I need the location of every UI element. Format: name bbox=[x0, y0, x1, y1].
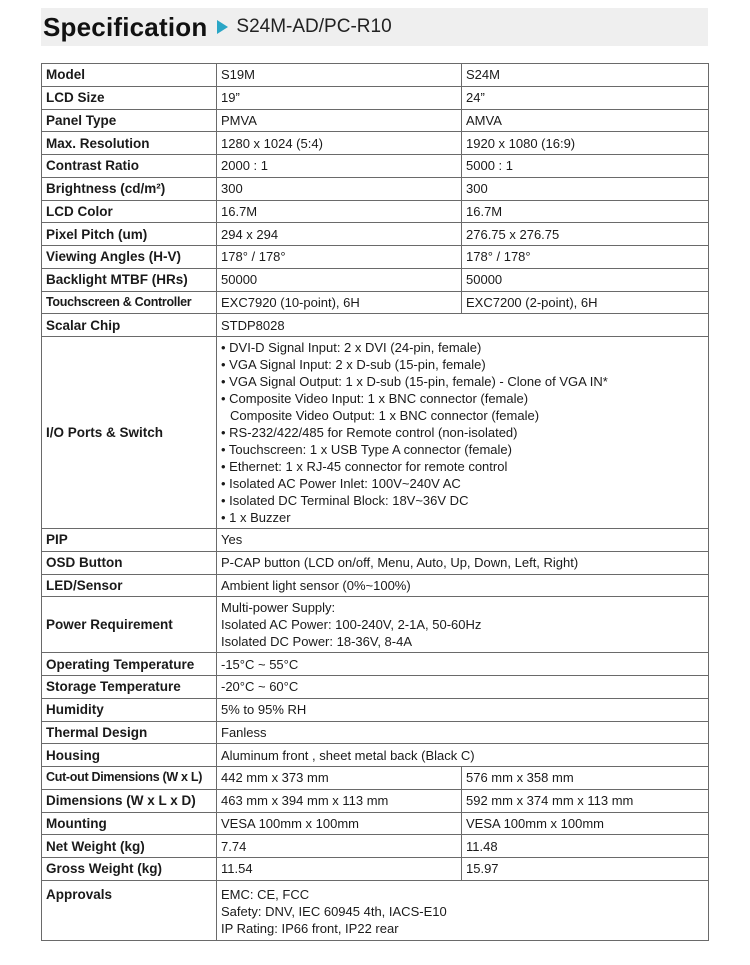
spec-label: Storage Temperature bbox=[42, 676, 217, 699]
spec-row-pixel-pitch bbox=[42, 223, 709, 246]
spec-label: LCD Color bbox=[42, 200, 217, 223]
list-item: EMC: CE, FCC bbox=[221, 886, 310, 902]
spec-row-led-sensor bbox=[42, 574, 709, 597]
spec-value: -20°C ~ 60°C bbox=[217, 676, 709, 699]
spec-label: Operating Temperature bbox=[42, 653, 217, 676]
spec-label: Gross Weight (kg) bbox=[42, 858, 217, 881]
spec-row-net-weight bbox=[42, 835, 709, 858]
list-item: • Composite Video Input: 1 x BNC connector (female) bbox=[221, 391, 529, 406]
spec-row-model bbox=[42, 64, 709, 87]
spec-row-brightness bbox=[42, 177, 709, 200]
spec-label: Panel Type bbox=[42, 109, 217, 132]
list-item: • Ethernet: 1 x RJ-45 connector for remote control bbox=[221, 459, 508, 474]
spec-row-contrast-ratio bbox=[42, 155, 709, 178]
spec-label: Scalar Chip bbox=[42, 314, 217, 337]
spec-row-approvals bbox=[42, 880, 709, 940]
list-item: Composite Video Output: 1 x BNC connector (female) bbox=[230, 408, 540, 423]
spec-value-b: 11.48 bbox=[462, 835, 709, 858]
spec-value-a: 19” bbox=[217, 86, 462, 109]
spec-label: Humidity bbox=[42, 698, 217, 721]
list-item: • Isolated AC Power Inlet: 100V~240V AC bbox=[221, 476, 461, 491]
spec-value-b: 5000 : 1 bbox=[462, 155, 709, 178]
spec-label: Max. Resolution bbox=[42, 132, 217, 155]
spec-label: Mounting bbox=[42, 812, 217, 835]
list-item: • 1 x Buzzer bbox=[221, 510, 291, 525]
spec-value-a: 178° / 178° bbox=[217, 246, 462, 269]
spec-label: Thermal Design bbox=[42, 721, 217, 744]
spec-value: Ambient light sensor (0%~100%) bbox=[217, 574, 709, 597]
spec-row-io-ports bbox=[42, 337, 709, 529]
list-item: • Touchscreen: 1 x USB Type A connector (female) bbox=[221, 442, 512, 457]
page-header bbox=[41, 8, 708, 46]
spec-value: Aluminum front , sheet metal back (Black C) bbox=[217, 744, 709, 767]
spec-label: LCD Size bbox=[42, 86, 217, 109]
spec-value-list bbox=[217, 880, 709, 940]
spec-value-b: 178° / 178° bbox=[462, 246, 709, 269]
spec-value-b: VESA 100mm x 100mm bbox=[462, 812, 709, 835]
list-item: Safety: DNV, IEC 60945 4th, IACS-E10 bbox=[221, 903, 447, 919]
spec-value-a: 7.74 bbox=[217, 835, 462, 858]
spec-value-a: 1280 x 1024 (5:4) bbox=[217, 132, 462, 155]
spec-value-b: 300 bbox=[462, 177, 709, 200]
spec-value-a: 2000 : 1 bbox=[217, 155, 462, 178]
spec-row-operating-temp bbox=[42, 653, 709, 676]
spec-row-dimensions bbox=[42, 789, 709, 812]
spec-label: PIP bbox=[42, 529, 217, 552]
spec-label: Pixel Pitch (um) bbox=[42, 223, 217, 246]
spec-label: I/O Ports & Switch bbox=[42, 337, 217, 529]
spec-value-b: S24M bbox=[462, 64, 709, 87]
play-arrow-icon bbox=[217, 20, 228, 34]
spec-value-a: 16.7M bbox=[217, 200, 462, 223]
spec-row-pip bbox=[42, 529, 709, 552]
list-item: • DVI-D Signal Input: 2 x DVI (24-pin, female) bbox=[221, 340, 482, 355]
spec-label: OSD Button bbox=[42, 551, 217, 574]
list-item: Multi-power Supply: bbox=[221, 600, 336, 616]
spec-label: Touchscreen & Controller bbox=[42, 291, 217, 314]
spec-label: Model bbox=[42, 64, 217, 87]
spec-value-b: 16.7M bbox=[462, 200, 709, 223]
list-item: IP Rating: IP66 front, IP22 rear bbox=[221, 920, 399, 936]
spec-label: Approvals bbox=[42, 880, 217, 940]
spec-row-osd-button bbox=[42, 551, 709, 574]
spec-row-gross-weight bbox=[42, 858, 709, 881]
spec-row-lcd-color bbox=[42, 200, 709, 223]
spec-row-humidity bbox=[42, 698, 709, 721]
spec-value-a: 463 mm x 394 mm x 113 mm bbox=[217, 789, 462, 812]
spec-value: Yes bbox=[217, 529, 709, 552]
model-name: S24M-AD/PC-R10 bbox=[236, 16, 392, 37]
spec-value-a: 11.54 bbox=[217, 858, 462, 881]
spec-value-a: PMVA bbox=[217, 109, 462, 132]
spec-row-scalar-chip bbox=[42, 314, 709, 337]
spec-value-a: 50000 bbox=[217, 268, 462, 291]
list-item: • VGA Signal Input: 2 x D-sub (15-pin, female) bbox=[221, 357, 486, 372]
spec-row-housing bbox=[42, 744, 709, 767]
spec-label: Net Weight (kg) bbox=[42, 835, 217, 858]
spec-value-b: AMVA bbox=[462, 109, 709, 132]
list-item: Isolated AC Power: 100-240V, 2-1A, 50-60Hz bbox=[221, 617, 482, 633]
spec-value-b: 15.97 bbox=[462, 858, 709, 881]
spec-value-a: 442 mm x 373 mm bbox=[217, 767, 462, 790]
spec-value-b: 276.75 x 276.75 bbox=[462, 223, 709, 246]
spec-value-a: 300 bbox=[217, 177, 462, 200]
spec-row-max-resolution bbox=[42, 132, 709, 155]
spec-table bbox=[41, 63, 709, 941]
spec-value-list bbox=[217, 597, 709, 653]
spec-value: -15°C ~ 55°C bbox=[217, 653, 709, 676]
spec-value-b: 50000 bbox=[462, 268, 709, 291]
spec-row-touchscreen bbox=[42, 291, 709, 314]
spec-value: STDP8028 bbox=[217, 314, 709, 337]
spec-label: LED/Sensor bbox=[42, 574, 217, 597]
spec-label: Power Requirement bbox=[42, 597, 217, 653]
list-item: • VGA Signal Output: 1 x D-sub (15-pin, female) - Clone of VGA IN* bbox=[221, 374, 608, 389]
spec-value: 5% to 95% RH bbox=[217, 698, 709, 721]
spec-value-b: 576 mm x 358 mm bbox=[462, 767, 709, 790]
spec-row-viewing-angles bbox=[42, 246, 709, 269]
spec-label: Viewing Angles (H-V) bbox=[42, 246, 217, 269]
spec-value-b: 1920 x 1080 (16:9) bbox=[462, 132, 709, 155]
spec-value-a: VESA 100mm x 100mm bbox=[217, 812, 462, 835]
spec-value: Fanless bbox=[217, 721, 709, 744]
page-title: Specification bbox=[43, 11, 208, 42]
spec-label: Brightness (cd/m²) bbox=[42, 177, 217, 200]
spec-label: Dimensions (W x L x D) bbox=[42, 789, 217, 812]
spec-label: Backlight MTBF (HRs) bbox=[42, 268, 217, 291]
spec-value-a: 294 x 294 bbox=[217, 223, 462, 246]
list-item: • Isolated DC Terminal Block: 18V~36V DC bbox=[221, 493, 469, 508]
spec-value: P-CAP button (LCD on/off, Menu, Auto, Up, Down, Left, Right) bbox=[217, 551, 709, 574]
spec-label: Housing bbox=[42, 744, 217, 767]
spec-row-thermal bbox=[42, 721, 709, 744]
spec-row-backlight-mtbf bbox=[42, 268, 709, 291]
spec-row-storage-temp bbox=[42, 676, 709, 699]
spec-label: Cut-out Dimensions (W x L) bbox=[42, 767, 217, 790]
list-item: Isolated DC Power: 18-36V, 8-4A bbox=[221, 634, 413, 650]
spec-label: Contrast Ratio bbox=[42, 155, 217, 178]
list-item: • RS-232/422/485 for Remote control (non-isolated) bbox=[221, 425, 518, 440]
spec-row-panel-type bbox=[42, 109, 709, 132]
spec-value-b: 592 mm x 374 mm x 113 mm bbox=[462, 789, 709, 812]
spec-value-list bbox=[217, 337, 709, 529]
spec-value-a: EXC7920 (10-point), 6H bbox=[217, 291, 462, 314]
spec-row-cutout bbox=[42, 767, 709, 790]
spec-value-a: S19M bbox=[217, 64, 462, 87]
spec-row-power bbox=[42, 597, 709, 653]
spec-row-lcd-size bbox=[42, 86, 709, 109]
spec-row-mounting bbox=[42, 812, 709, 835]
spec-value-b: EXC7200 (2-point), 6H bbox=[462, 291, 709, 314]
spec-value-b: 24” bbox=[462, 86, 709, 109]
